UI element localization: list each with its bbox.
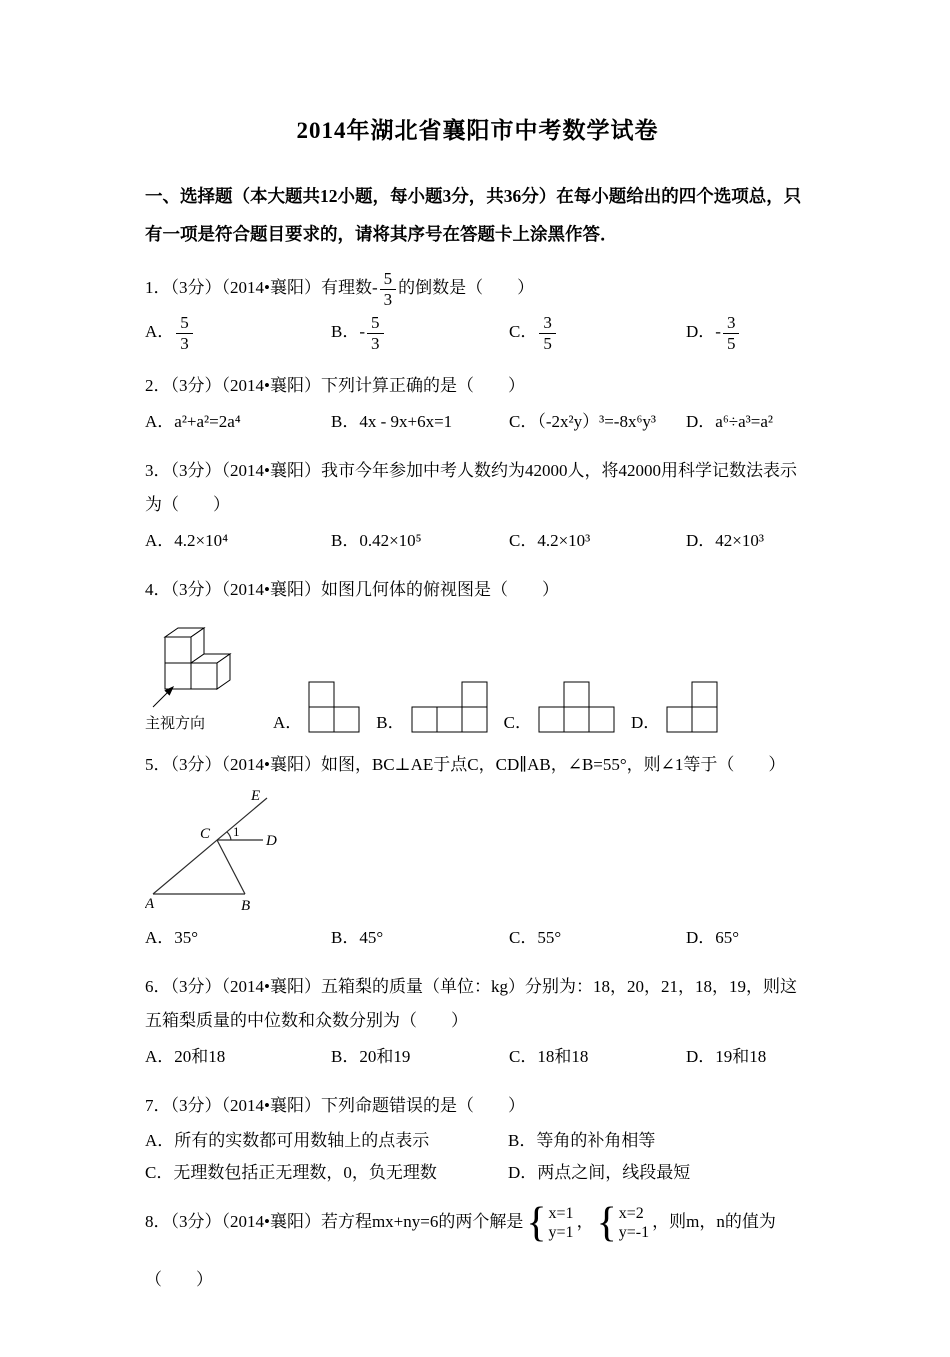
view-direction-label: 主视方向 <box>145 716 206 733</box>
q1-option-a <box>145 312 331 354</box>
option-label: B． <box>508 1131 537 1151</box>
option-label: B． <box>331 531 360 551</box>
fraction <box>367 313 384 353</box>
question-8-answer-blank: （ ） <box>145 1269 213 1289</box>
triangle-drawing <box>145 788 279 914</box>
question-4 <box>145 573 810 733</box>
option-label: A． <box>273 713 303 733</box>
option-label: C． <box>509 412 538 432</box>
q4-option-b-shape <box>411 681 488 733</box>
fraction-numerator: 5 <box>380 269 397 290</box>
q7-option-d <box>508 1157 810 1189</box>
point-label-e: E <box>251 788 261 805</box>
left-brace: { <box>526 1199 547 1246</box>
option-text: 45° <box>359 928 384 948</box>
option-text: a²+a²=2a⁴ <box>174 412 241 432</box>
angle-1-label: 1 <box>233 824 240 840</box>
fraction-numerator: 5 <box>367 313 384 334</box>
q2-option-c <box>509 405 686 439</box>
option-text: 42×10³ <box>715 531 764 551</box>
option-label: B． <box>376 713 405 733</box>
system-1-lines <box>549 1204 574 1242</box>
question-2 <box>145 369 810 439</box>
option-text: a⁶÷a³=a² <box>715 412 773 432</box>
option-label: A． <box>145 322 175 342</box>
fraction <box>176 313 193 353</box>
q3-option-d <box>686 524 810 558</box>
option-label: C． <box>503 713 532 733</box>
question-3-options <box>145 524 810 558</box>
q4-option-a-shape <box>308 681 360 733</box>
point-label-c: C <box>200 826 211 843</box>
option-label: C． <box>509 1047 538 1067</box>
option-label: A． <box>145 928 175 948</box>
fraction <box>380 269 397 309</box>
q6-option-b <box>331 1040 509 1074</box>
option-text: 4.2×10³ <box>537 531 591 551</box>
geometry-solid-figure <box>145 613 257 733</box>
option-label: C． <box>145 1163 174 1183</box>
option-text: 18和18 <box>537 1047 589 1067</box>
q7-option-b <box>508 1125 810 1157</box>
left-brace: { <box>596 1199 617 1246</box>
question-1-prefix: 1．（3分）（2014•襄阳）有理数- <box>145 277 378 297</box>
question-6-text: 6．（3分）（2014•襄阳）五箱梨的质量（单位：kg）分别为：18，20，21，18，19，则这五箱梨质量的中位数和众数分别为（ ） <box>145 977 797 1031</box>
q4-option-c-shape <box>538 681 615 733</box>
question-4-figure-and-options <box>145 613 810 733</box>
option-label: D． <box>686 531 716 551</box>
q1-option-d <box>686 312 810 354</box>
fraction <box>539 313 556 353</box>
question-1-suffix: 的倒数是（ ） <box>398 277 535 297</box>
question-7-options <box>145 1125 810 1189</box>
q6-option-a <box>145 1040 331 1074</box>
question-7 <box>145 1089 810 1189</box>
fraction-denominator: 5 <box>726 333 736 353</box>
q7-option-c <box>145 1157 508 1189</box>
fraction-denominator: 3 <box>371 333 380 353</box>
equation-system-1 <box>526 1199 574 1246</box>
option-label: B． <box>331 322 360 342</box>
option-label: C． <box>509 322 538 342</box>
question-5 <box>145 748 810 955</box>
option-text: （-2x²y）³=-8x⁶y³ <box>537 412 656 432</box>
q7-option-a <box>145 1125 508 1157</box>
option-label: A． <box>145 1131 175 1151</box>
option-text: 35° <box>174 928 199 948</box>
triangle-figure <box>145 788 810 919</box>
option-text: 两点之间，线段最短 <box>537 1163 691 1183</box>
q4-option-a <box>273 681 360 733</box>
option-label: D． <box>686 412 716 432</box>
option-label: A． <box>145 412 175 432</box>
option-text: 19和18 <box>715 1047 767 1067</box>
fraction-denominator: 3 <box>180 333 189 353</box>
option-label: D． <box>508 1163 538 1183</box>
q5-option-a <box>145 921 331 955</box>
fraction-numerator: 3 <box>723 313 740 334</box>
option-label: C． <box>509 531 538 551</box>
system-2-y: y=-1 <box>618 1224 650 1242</box>
fraction-denominator: 5 <box>543 333 552 353</box>
option-label: B． <box>331 412 360 432</box>
option-sign: - <box>359 322 366 342</box>
question-5-options <box>145 921 810 955</box>
option-label: D． <box>630 713 661 733</box>
fraction <box>723 313 740 353</box>
question-6-options <box>145 1040 810 1074</box>
point-label-d: D <box>266 833 277 850</box>
fraction-denominator: 3 <box>383 289 393 309</box>
q1-option-c <box>509 312 686 354</box>
option-label: C． <box>509 928 538 948</box>
question-6 <box>145 970 810 1074</box>
option-text: 65° <box>715 928 740 948</box>
question-1-text <box>145 268 810 310</box>
q4-option-d-shape <box>666 681 718 733</box>
cube-stack-drawing <box>145 613 245 713</box>
system-2-lines <box>619 1204 649 1242</box>
fraction-numerator: 3 <box>539 313 556 334</box>
option-sign: - <box>715 322 721 342</box>
q6-option-d <box>686 1040 810 1074</box>
q2-option-b <box>331 405 509 439</box>
q4-option-c <box>504 681 615 733</box>
option-label: B． <box>331 1047 360 1067</box>
equation-system-2 <box>596 1199 650 1246</box>
q4-option-b <box>376 681 487 733</box>
q5-option-b <box>331 921 509 955</box>
option-label: A． <box>145 531 175 551</box>
q3-option-c <box>509 524 686 558</box>
question-3-text: 3．（3分）（2014•襄阳）我市今年参加中考人数约为42000人，将42000用科学记数法表示为（ ） <box>145 461 797 515</box>
question-4-text: 4．（3分）（2014•襄阳）如图几何体的俯视图是（ ） <box>145 580 559 600</box>
section-header: 一、选择题（本大题共12小题，每小题3分，共36分）在每小题给出的四个选项总，只有一项是符合题目要求的，请将其序号在答题卡上涂黑作答． <box>145 186 802 244</box>
question-8-suffix: ，则m，n的值为 <box>652 1212 776 1232</box>
point-label-a: A <box>145 896 155 913</box>
page-title: 2014年湖北省襄阳市中考数学试卷 <box>296 118 659 143</box>
question-2-text: 2．（3分）（2014•襄阳）下列计算正确的是（ ） <box>145 376 525 396</box>
option-text: 55° <box>537 928 562 948</box>
point-label-b: B <box>241 898 251 915</box>
system-1-x: x=1 <box>548 1205 574 1223</box>
q6-option-c <box>509 1040 686 1074</box>
q5-option-c <box>509 921 686 955</box>
option-text: 无理数包括正无理数，0，负无理数 <box>173 1163 437 1183</box>
option-text: 所有的实数都可用数轴上的点表示 <box>174 1131 430 1151</box>
question-3 <box>145 454 810 558</box>
system-separator: ， <box>576 1212 594 1232</box>
question-2-options <box>145 405 810 439</box>
q2-option-a <box>145 405 331 439</box>
question-8-text <box>145 1199 810 1246</box>
option-text: 4x - 9x+6x=1 <box>359 412 453 432</box>
option-text: 20和18 <box>174 1047 226 1067</box>
option-text: 20和19 <box>359 1047 411 1067</box>
view-direction-arrow <box>153 692 168 707</box>
q4-option-d <box>631 681 718 733</box>
fraction-numerator: 5 <box>176 313 193 334</box>
option-label: A． <box>145 1047 175 1067</box>
option-label: B． <box>331 928 360 948</box>
question-8 <box>145 1199 810 1296</box>
option-label: D． <box>686 322 716 342</box>
question-1 <box>145 268 810 354</box>
q3-option-a <box>145 524 331 558</box>
option-text: 0.42×10⁵ <box>359 531 422 551</box>
q5-option-d <box>686 921 810 955</box>
question-7-text: 7．（3分）（2014•襄阳）下列命题错误的是（ ） <box>145 1096 525 1116</box>
question-8-prefix: 8．（3分）（2014•襄阳）若方程mx+ny=6的两个解是 <box>145 1212 524 1232</box>
q2-option-d <box>686 405 810 439</box>
q1-option-b <box>331 312 509 354</box>
option-label: D． <box>686 928 716 948</box>
option-label: D． <box>686 1047 716 1067</box>
system-2-x: x=2 <box>618 1205 644 1223</box>
option-text: 4.2×10⁴ <box>174 531 229 551</box>
question-1-options <box>145 312 810 354</box>
option-text: 等角的补角相等 <box>536 1131 656 1151</box>
system-1-y: y=1 <box>548 1224 574 1242</box>
question-5-text: 5．（3分）（2014•襄阳）如图，BC⊥AE于点C，CD∥AB，∠B=55°，则∠1等于（ ） <box>145 755 786 775</box>
q3-option-b <box>331 524 509 558</box>
